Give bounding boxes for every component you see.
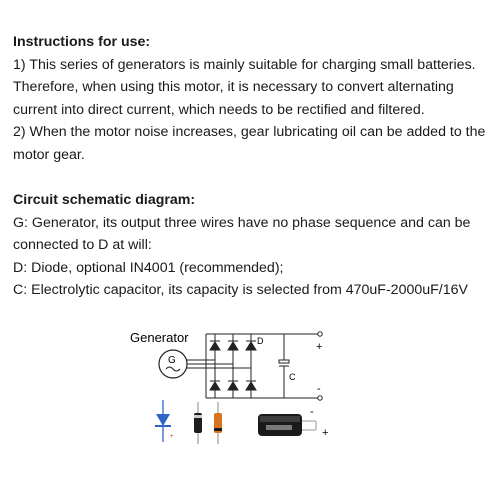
electrolytic-capacitor-icon	[258, 414, 316, 436]
capacitor-label: C	[289, 372, 296, 382]
instructions-line-5: motor gear.	[13, 146, 85, 163]
instructions-line-3: current into direct current, which needs to be rectified and filtered.	[13, 101, 425, 118]
generator-label: Generator	[130, 330, 189, 345]
diode-plus-label: +	[170, 434, 174, 440]
diode-top-icons	[210, 341, 256, 350]
capacitor-minus-label: -	[310, 406, 314, 418]
instructions-line-2: Therefore, when using this motor, it is necessary to convert alternating	[13, 79, 454, 96]
plus-terminal-label: +	[316, 341, 323, 353]
section-spacer	[13, 167, 495, 190]
circuit-line-1: G: Generator, its output three wires have no phase sequence and can be	[13, 214, 471, 231]
generator-wires	[187, 360, 251, 368]
capacitor-icon	[279, 334, 289, 398]
schematic-drawing	[118, 320, 338, 450]
capacitor-plus-label: +	[322, 427, 329, 439]
circuit-heading: Circuit schematic diagram:	[13, 192, 196, 209]
minus-terminal-label: -	[317, 383, 321, 395]
instructions-line-1: 1) This series of generators is mainly suitable for charging small batteries.	[13, 56, 476, 73]
orange-diode-component-icon	[214, 402, 222, 444]
blue-diode-icon	[155, 400, 171, 442]
circuit-line-3: D: Diode, optional IN4001 (recommended);	[13, 259, 284, 276]
black-diode-component-icon	[194, 402, 202, 444]
circuit-line-2: connected to D at will:	[13, 237, 152, 254]
circuit-line-4: C: Electrolytic capacitor, its capacity is selected from 470uF-2000uF/16V	[13, 282, 468, 299]
instructions-line-4: 2) When the motor noise increases, gear lubricating oil can be added to the	[13, 124, 486, 141]
diode-bottom-icons	[210, 381, 256, 390]
diode-label: D	[257, 336, 264, 346]
circuit-schematic	[118, 320, 338, 450]
generator-symbol-text: G	[168, 355, 176, 366]
instructions-heading: Instructions for use:	[13, 34, 151, 50]
generator-symbol-icon	[159, 350, 187, 378]
document-body	[13, 31, 495, 302]
